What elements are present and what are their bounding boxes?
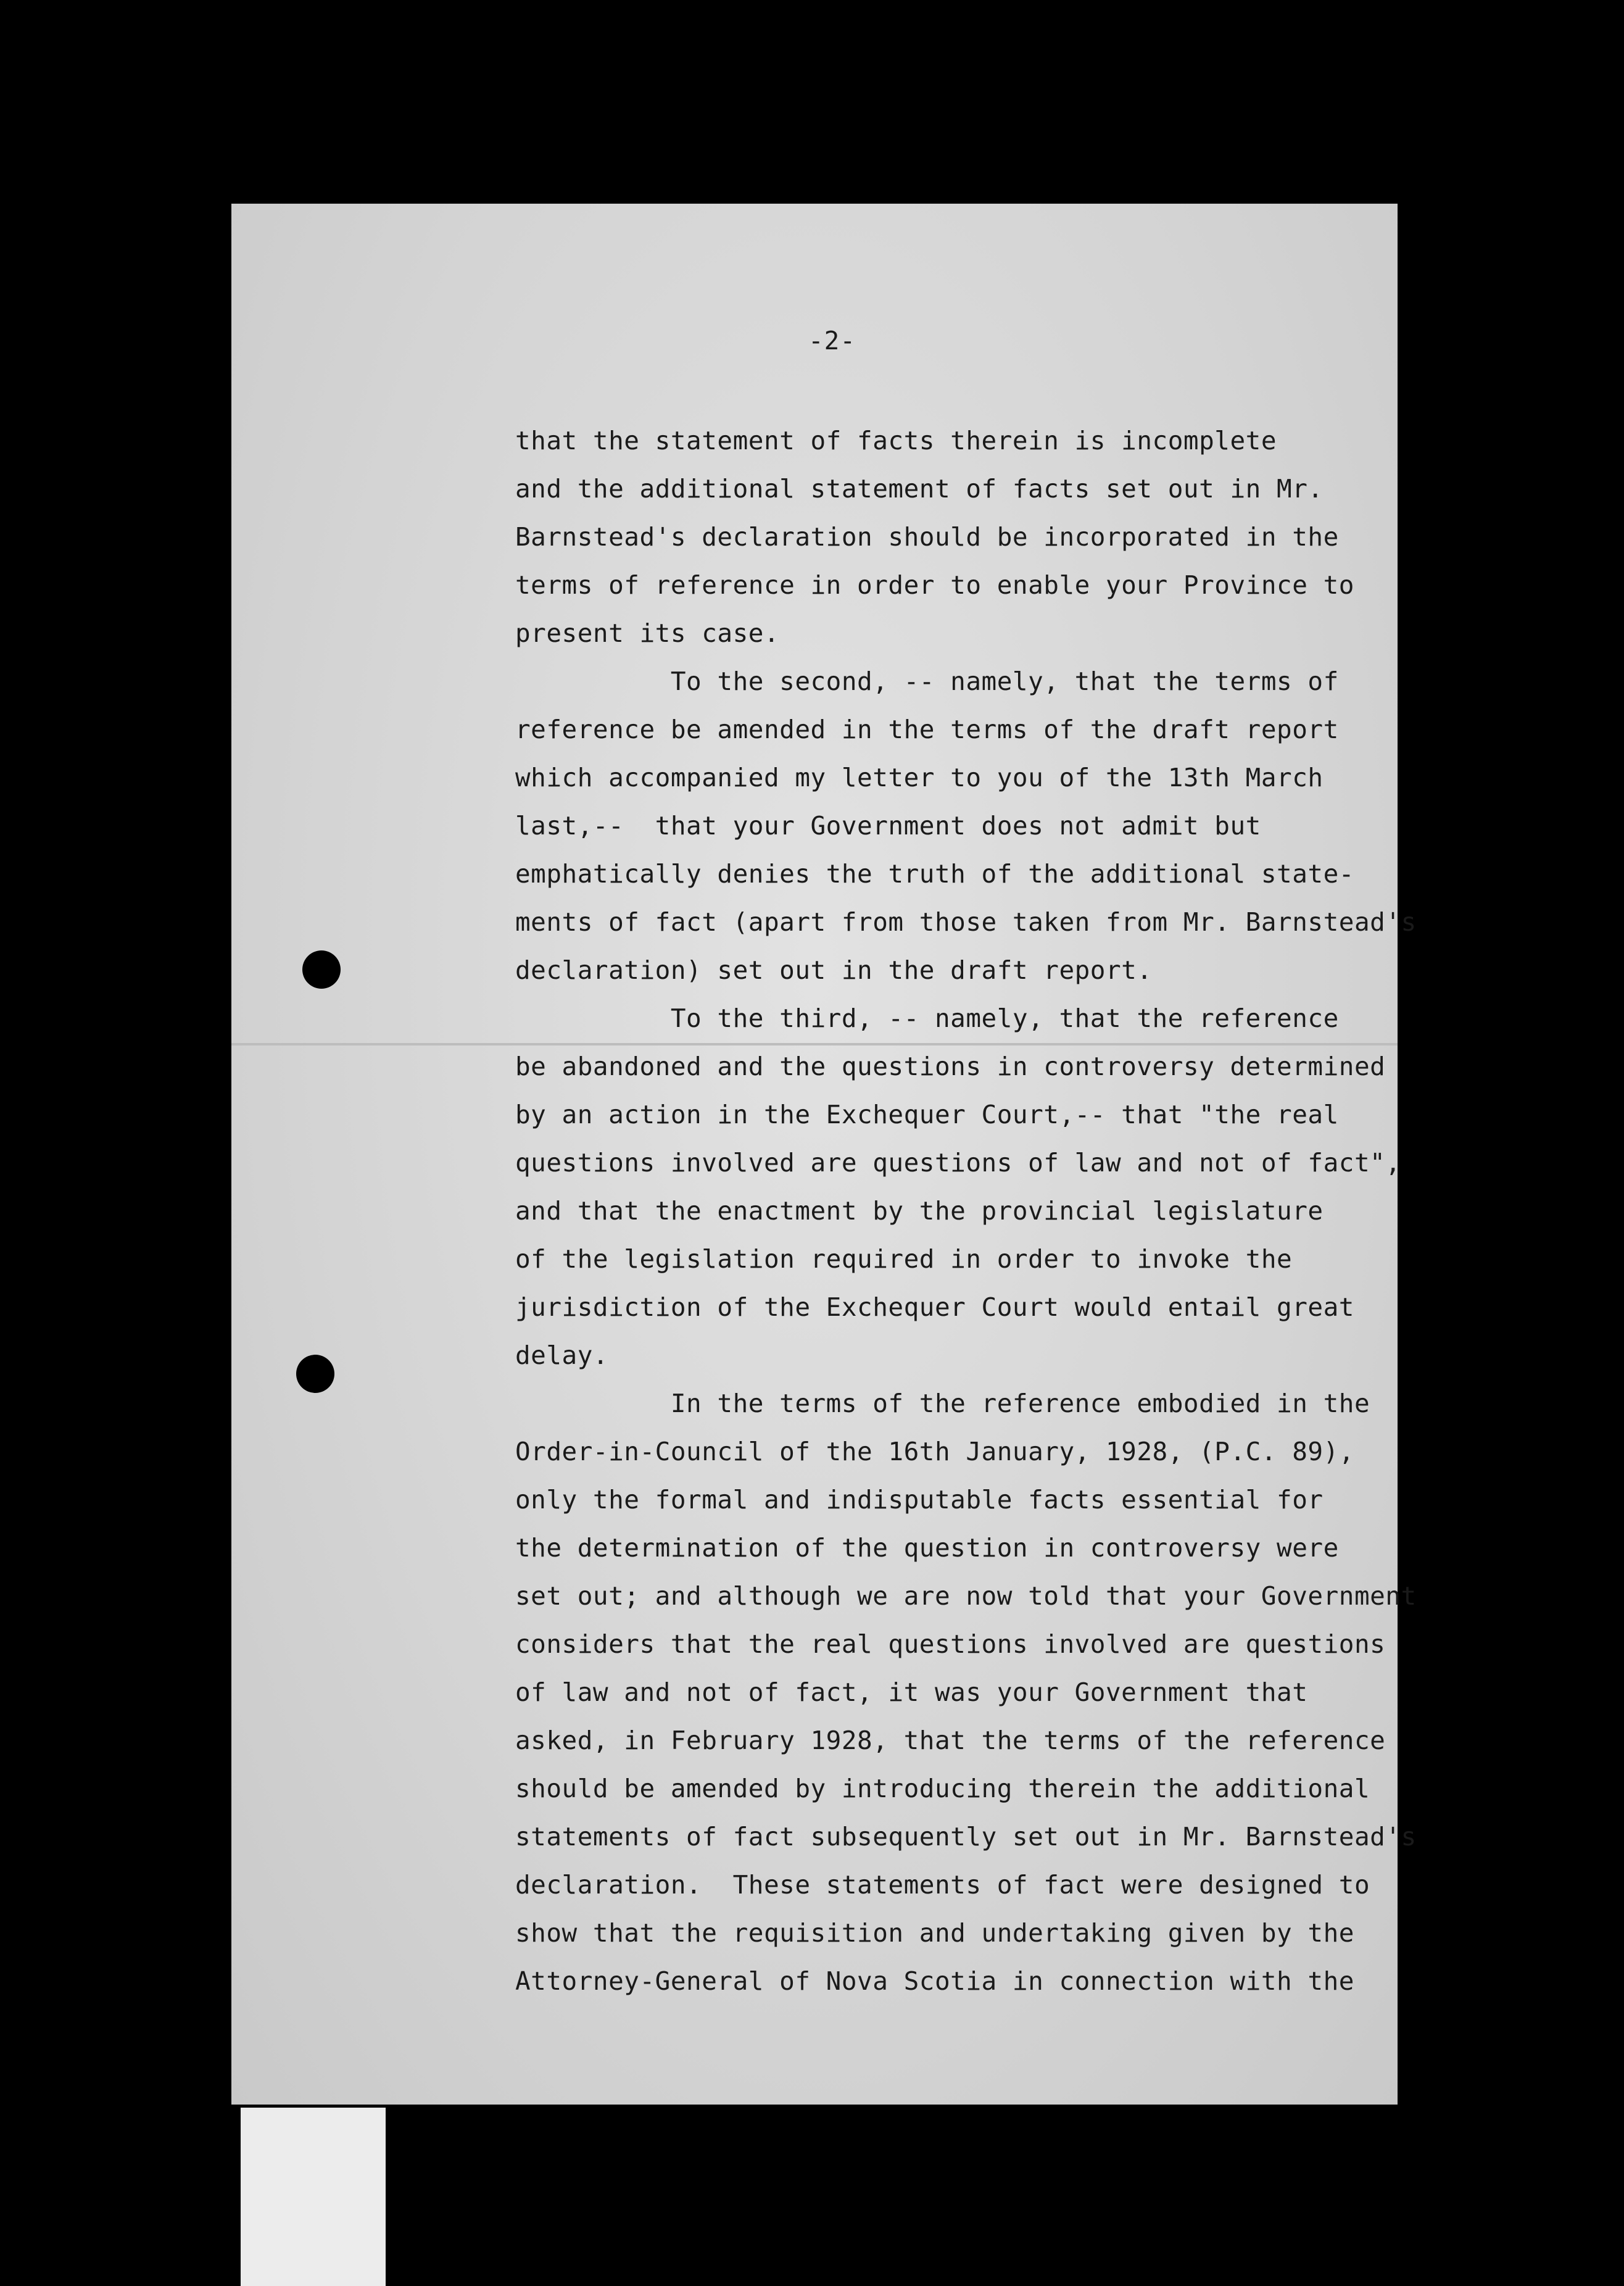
text-line: by an action in the Exchequer Court,-- that "the real: [515, 1100, 1339, 1129]
text-line: reference be amended in the terms of the draft report: [515, 715, 1339, 744]
text-line: only the formal and indisputable facts essential for: [515, 1485, 1324, 1515]
text-line: jurisdiction of the Exchequer Court would entail great: [515, 1292, 1354, 1322]
text-line: and that the enactment by the provincial legislature: [515, 1196, 1324, 1226]
text-line: statements of fact subsequently set out in Mr. Barnstead's: [515, 1822, 1417, 1852]
text-line: be abandoned and the questions in controversy determined: [515, 1052, 1386, 1081]
text-line: In the terms of the reference embodied in the: [515, 1389, 1370, 1418]
punch-hole: [296, 1355, 334, 1393]
text-line: the determination of the question in controversy were: [515, 1533, 1339, 1563]
text-line: Attorney-General of Nova Scotia in connection with the: [515, 1966, 1354, 1996]
text-line: and the additional statement of facts set out in Mr.: [515, 474, 1324, 504]
text-line: To the second, -- namely, that the terms of: [515, 667, 1339, 696]
text-line: terms of reference in order to enable your Province to: [515, 570, 1354, 600]
text-line: last,-- that your Government does not admit but: [515, 811, 1261, 841]
letter-body: [515, 417, 1417, 2005]
text-line: To the third, -- namely, that the reference: [515, 1004, 1339, 1033]
text-line: considers that the real questions involved are questions: [515, 1629, 1386, 1659]
text-line: declaration) set out in the draft report.: [515, 955, 1153, 985]
text-line: asked, in February 1928, that the terms of the reference: [515, 1726, 1386, 1755]
text-line: which accompanied my letter to you of the 13th March: [515, 763, 1324, 792]
paper-tab: [241, 2108, 386, 2286]
text-line: Barnstead's declaration should be incorporated in the: [515, 522, 1339, 552]
text-line: declaration. These statements of fact were designed to: [515, 1870, 1370, 1900]
text-line: present its case.: [515, 618, 780, 648]
page-number: -2-: [808, 326, 856, 355]
text-line: set out; and although we are now told that your Government: [515, 1581, 1417, 1611]
text-line: that the statement of facts therein is incomplete: [515, 426, 1277, 455]
text-line: Order-in-Council of the 16th January, 1928, (P.C. 89),: [515, 1437, 1354, 1466]
text-line: delay.: [515, 1340, 609, 1370]
text-line: show that the requisition and undertaking given by the: [515, 1918, 1354, 1948]
punch-hole: [302, 950, 341, 989]
text-line: of law and not of fact, it was your Government that: [515, 1677, 1308, 1707]
text-line: ments of fact (apart from those taken from Mr. Barnstead's: [515, 907, 1417, 937]
text-line: should be amended by introducing therein the additional: [515, 1774, 1370, 1803]
text-line: of the legislation required in order to invoke the: [515, 1244, 1293, 1274]
text-line: emphatically denies the truth of the additional state-: [515, 859, 1354, 889]
text-line: questions involved are questions of law and not of fact",: [515, 1148, 1401, 1178]
